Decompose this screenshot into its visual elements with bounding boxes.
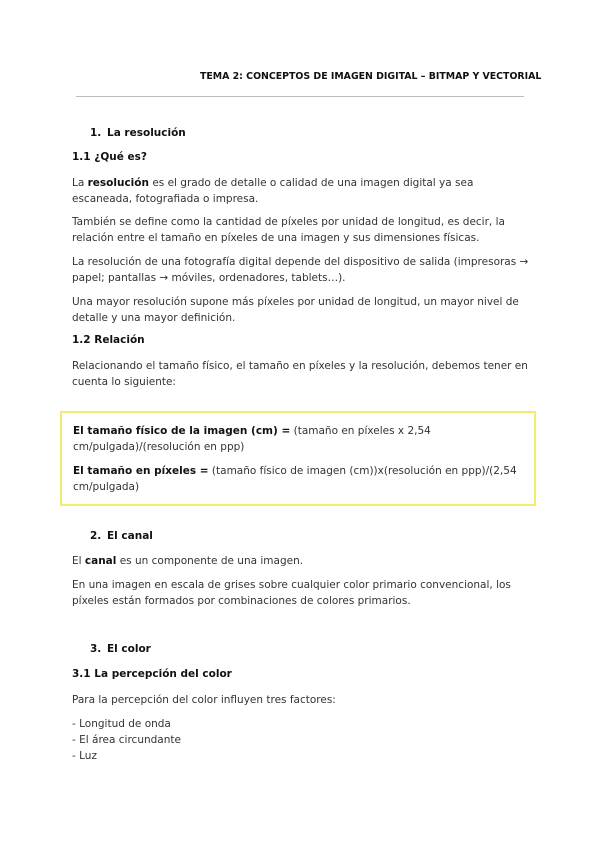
paragraph-pixels-per-unit: También se define como la cantidad de píxeles por unidad de longitud, es decir, la relación entre el tamaño en píxeles de una imagen y sus dimensiones físicas. xyxy=(72,216,505,244)
subsection-1-2-title: 1.2 Relación xyxy=(72,334,145,346)
section-2-heading xyxy=(90,530,153,542)
section-1-heading xyxy=(90,127,186,139)
paragraph-resolucion-definition xyxy=(72,175,534,207)
formula-physical-size-label: El tamaño físico de la imagen (cm) = xyxy=(73,425,291,437)
section-3-number: 3. xyxy=(90,643,102,655)
paragraph-relation-intro: Relacionando el tamaño físico, el tamaño en píxeles y la resolución, debemos tener en cuenta lo siguiente: xyxy=(72,360,528,388)
text-span: La xyxy=(72,177,88,189)
section-1-title: La resolución xyxy=(107,127,186,139)
section-2-number: 2. xyxy=(90,530,102,542)
text-span: El xyxy=(72,555,85,567)
subsection-3-1-title: 3.1 La percepción del color xyxy=(72,668,232,680)
paragraph-output-device: La resolución de una fotografía digital depende del dispositivo de salida (impresoras → papel; pantallas → móviles, ordenadores, tablets…). xyxy=(72,256,529,284)
list-item: - Luz xyxy=(72,750,97,762)
formula-physical-size xyxy=(73,423,525,455)
formula-physical-size-expression: (tamaño en píxeles x 2,54 cm/pulgada)/(resolución en ppp) xyxy=(73,425,431,453)
text-span: es un componente de una imagen. xyxy=(116,555,304,567)
page-header-title: TEMA 2: CONCEPTOS DE IMAGEN DIGITAL – BITMAP Y VECTORIAL xyxy=(200,71,542,82)
paragraph-color-factors-intro: Para la percepción del color influyen tres factores: xyxy=(72,694,336,706)
formula-pixel-size-label: El tamaño en píxeles = xyxy=(73,465,209,477)
list-item: - Longitud de onda xyxy=(72,718,171,730)
bold-term-canal: canal xyxy=(84,555,117,567)
text-span: es el grado de detalle o calidad de una imagen digital ya sea escaneada, fotografiada o impresa. xyxy=(72,177,474,205)
list-item: - El área circundante xyxy=(72,734,181,746)
formula-pixel-size-expression: (tamaño físico de imagen (cm))x(resolución en ppp)/(2,54 cm/pulgada) xyxy=(73,465,517,493)
section-3-heading xyxy=(90,643,151,655)
bold-term-resolucion: resolución xyxy=(87,177,149,189)
formula-pixel-size xyxy=(73,463,525,495)
section-3-title: El color xyxy=(107,643,151,655)
color-factors-list xyxy=(72,716,181,764)
paragraph-higher-resolution: Una mayor resolución supone más píxeles por unidad de longitud, un mayor nivel de detalle y una mayor definición. xyxy=(72,296,519,324)
section-2-title: El canal xyxy=(107,530,153,542)
paragraph-grayscale: En una imagen en escala de grises sobre cualquier color primario convencional, los píxeles están formados por combinaciones de colores primarios. xyxy=(72,579,511,607)
subsection-1-1-title: 1.1 ¿Qué es? xyxy=(72,151,147,163)
section-1-number: 1. xyxy=(90,127,102,139)
formula-box xyxy=(60,411,536,506)
header-divider xyxy=(76,96,524,97)
paragraph-canal-definition xyxy=(72,553,534,569)
